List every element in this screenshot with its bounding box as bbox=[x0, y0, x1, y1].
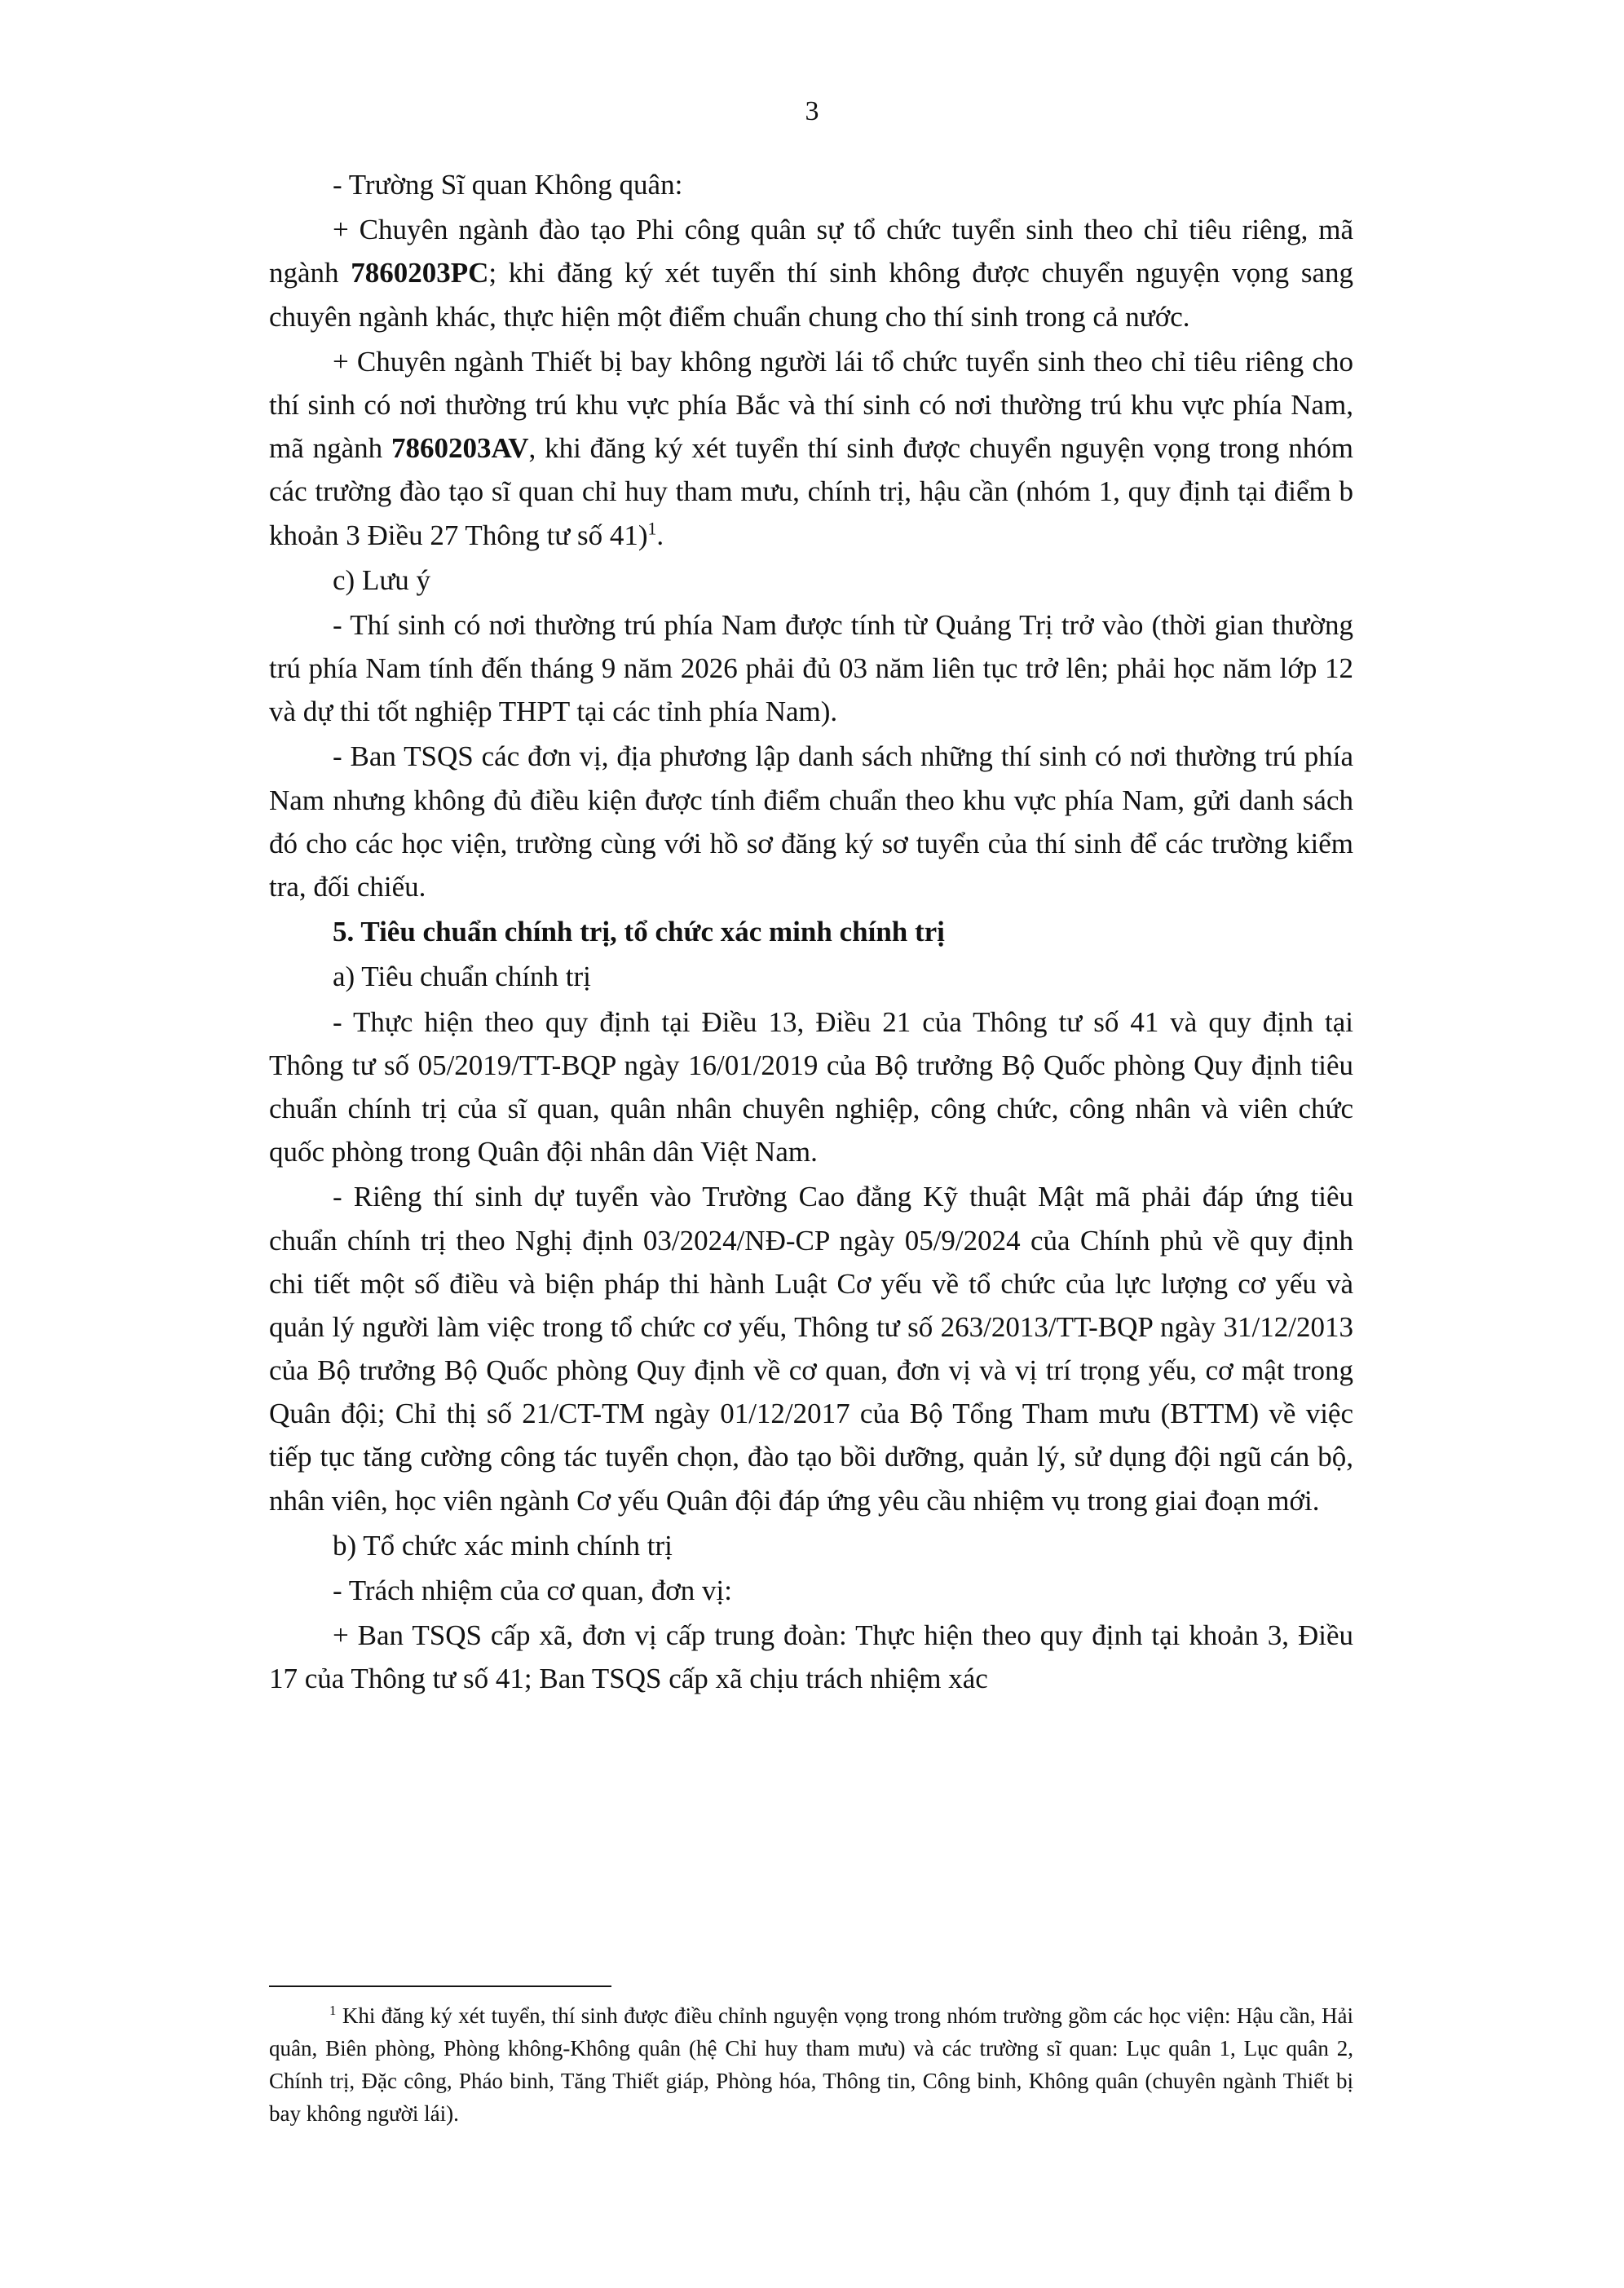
document-body bbox=[269, 163, 1353, 1703]
paragraph-luu-y-heading: c) Lưu ý bbox=[333, 563, 431, 596]
paragraph-a-tieu-chuan-chinh-tri: a) Tiêu chuẩn chính trị bbox=[333, 961, 591, 993]
footnote-marker: 1 bbox=[329, 2003, 337, 2018]
paragraph-thuc-hien-theo-quy-dinh: - Thực hiện theo quy định tại Điều 13, Điều 21 của Thông tư số 41 và quy định tại Thông tư số 05/2019/TT-BQP ngày 16/01/2019 của Bộ trưởng Bộ Quốc phòng Quy định tiêu chuẩn chính trị của sĩ quan, quân nhân chuyên nghiệp, công chức, công nhân và viên chức quốc phòng trong Quân đội nhân dân Việt Nam. bbox=[269, 1005, 1353, 1168]
paragraph-thiet-bi-bay-khong-nguoi-lai bbox=[269, 340, 1353, 557]
ma-nganh-code-av: 7860203AV bbox=[391, 432, 529, 465]
paragraph-text-part: ; khi đăng ký xét tuyển thí sinh không được chuyển nguyện vọng sang chuyên ngành khác, thực hiện một điểm chuẩn chung cho thí sinh trong cả nước. bbox=[269, 257, 1353, 333]
paragraph-thi-sinh-phia-nam: - Thí sinh có nơi thường trú phía Nam được tính từ Quảng Trị trở vào (thời gian thường trú phía Nam tính đến tháng 9 năm 2026 phải đủ 03 năm liên tục trở lên; phải học năm lớp 12 và dự thi tốt nghiệp THPT tại các tỉnh phía Nam). bbox=[269, 608, 1353, 728]
paragraph-ban-tsqs-cap-xa: + Ban TSQS cấp xã, đơn vị cấp trung đoàn: Thực hiện theo quy định tại khoản 3, Điều 17 của Thông tư số 41; Ban TSQS cấp xã chịu trách nhiệm xác bbox=[269, 1619, 1353, 1695]
footnote-body: Khi đăng ký xét tuyển, thí sinh được điều chỉnh nguyện vọng trong nhóm trường gồm các học viện: Hậu cần, Hải quân, Biên phòng, Phòng không-Không quân (hệ Chỉ huy tham mưu) và các trường sĩ quan: Lục quân 1, Lục quân 2, Chính trị, Đặc công, Pháo binh, Tăng Thiết giáp, Phòng hóa, Thông tin, Công binh, Không quân (chuyên ngành Thiết bị bay không người lái). bbox=[269, 2003, 1354, 2126]
paragraph-truong-si-quan-khong-quan: - Trường Sĩ quan Không quân: bbox=[333, 169, 683, 201]
paragraph-ban-tsqs-danh-sach: - Ban TSQS các đơn vị, địa phương lập danh sách những thí sinh có nơi thường trú phía Nam nhưng không đủ điều kiện được tính điểm chuẩn theo khu vực phía Nam, gửi danh sách đó cho các học viện, trường cùng với hồ sơ đăng ký sơ tuyển của thí sinh để các trường kiểm tra, đối chiếu. bbox=[269, 740, 1353, 903]
section-heading-5: 5. Tiêu chuẩn chính trị, tổ chức xác minh chính trị bbox=[333, 916, 945, 948]
paragraph-truong-cao-dang-ky-thuat-mat-ma: - Riêng thí sinh dự tuyển vào Trường Cao đẳng Kỹ thuật Mật mã phải đáp ứng tiêu chuẩn chính trị theo Nghị định 03/2024/NĐ-CP ngày 05/9/2024 của Chính phủ về quy định chi tiết một số điều và biện pháp thi hành Luật Cơ yếu về tổ chức của lực lượng cơ yếu và quản lý người làm việc trong tổ chức cơ yếu, Thông tư số 263/2013/TT-BQP ngày 31/12/2013 của Bộ trưởng Bộ Quốc phòng Quy định về cơ quan, đơn vị và vị trí trọng yếu, cơ mật trong Quân đội; Chỉ thị số 21/CT-TM ngày 01/12/2017 của Bộ Tổng Tham mưu (BTTM) về việc tiếp tục tăng cường công tác tuyển chọn, đào tạo bồi dưỡng, quản lý, sử dụng đội ngũ cán bộ, nhân viên, học viên ngành Cơ yếu Quân đội đáp ứng yêu cầu nhiệm vụ trong giai đoạn mới. bbox=[269, 1181, 1353, 1517]
paragraph-text-part: + Chuyên ngành Thiết bị bay không người lái tổ chức tuyển sinh theo chỉ tiêu riêng cho thí sinh có nơi thường trú khu vực phía Bắc và thí sinh có nơi thường trú khu vực phía Nam, mã ngành bbox=[269, 345, 1353, 465]
footnote-section bbox=[269, 1985, 1353, 2131]
paragraph-phi-cong-quan-su bbox=[269, 208, 1353, 338]
footnote-reference: 1 bbox=[647, 518, 657, 538]
paragraph-text-part: + Chuyên ngành đào tạo Phi công quân sự tổ chức tuyển sinh theo chỉ tiêu riêng, mã ngành bbox=[269, 214, 1353, 289]
page-number: 3 bbox=[805, 96, 819, 126]
ma-nganh-code-pc: 7860203PC bbox=[351, 257, 489, 289]
footnote-separator bbox=[269, 1985, 611, 1987]
paragraph-trach-nhiem-co-quan: - Trách nhiệm của cơ quan, đơn vị: bbox=[333, 1575, 732, 1606]
paragraph-text-part: , khi đăng ký xét tuyển thí sinh được chuyển nguyện vọng trong nhóm các trường đào tạo sĩ quan chỉ huy tham mưu, chính trị, hậu cần (nhóm 1, quy định tại điểm b khoản 3 Điều 27 Thông tư số 41) bbox=[269, 432, 1353, 551]
paragraph-b-to-chuc-xac-minh: b) Tổ chức xác minh chính trị bbox=[333, 1529, 673, 1561]
footnote-text bbox=[269, 2000, 1353, 2131]
paragraph-text-part: . bbox=[656, 519, 664, 551]
